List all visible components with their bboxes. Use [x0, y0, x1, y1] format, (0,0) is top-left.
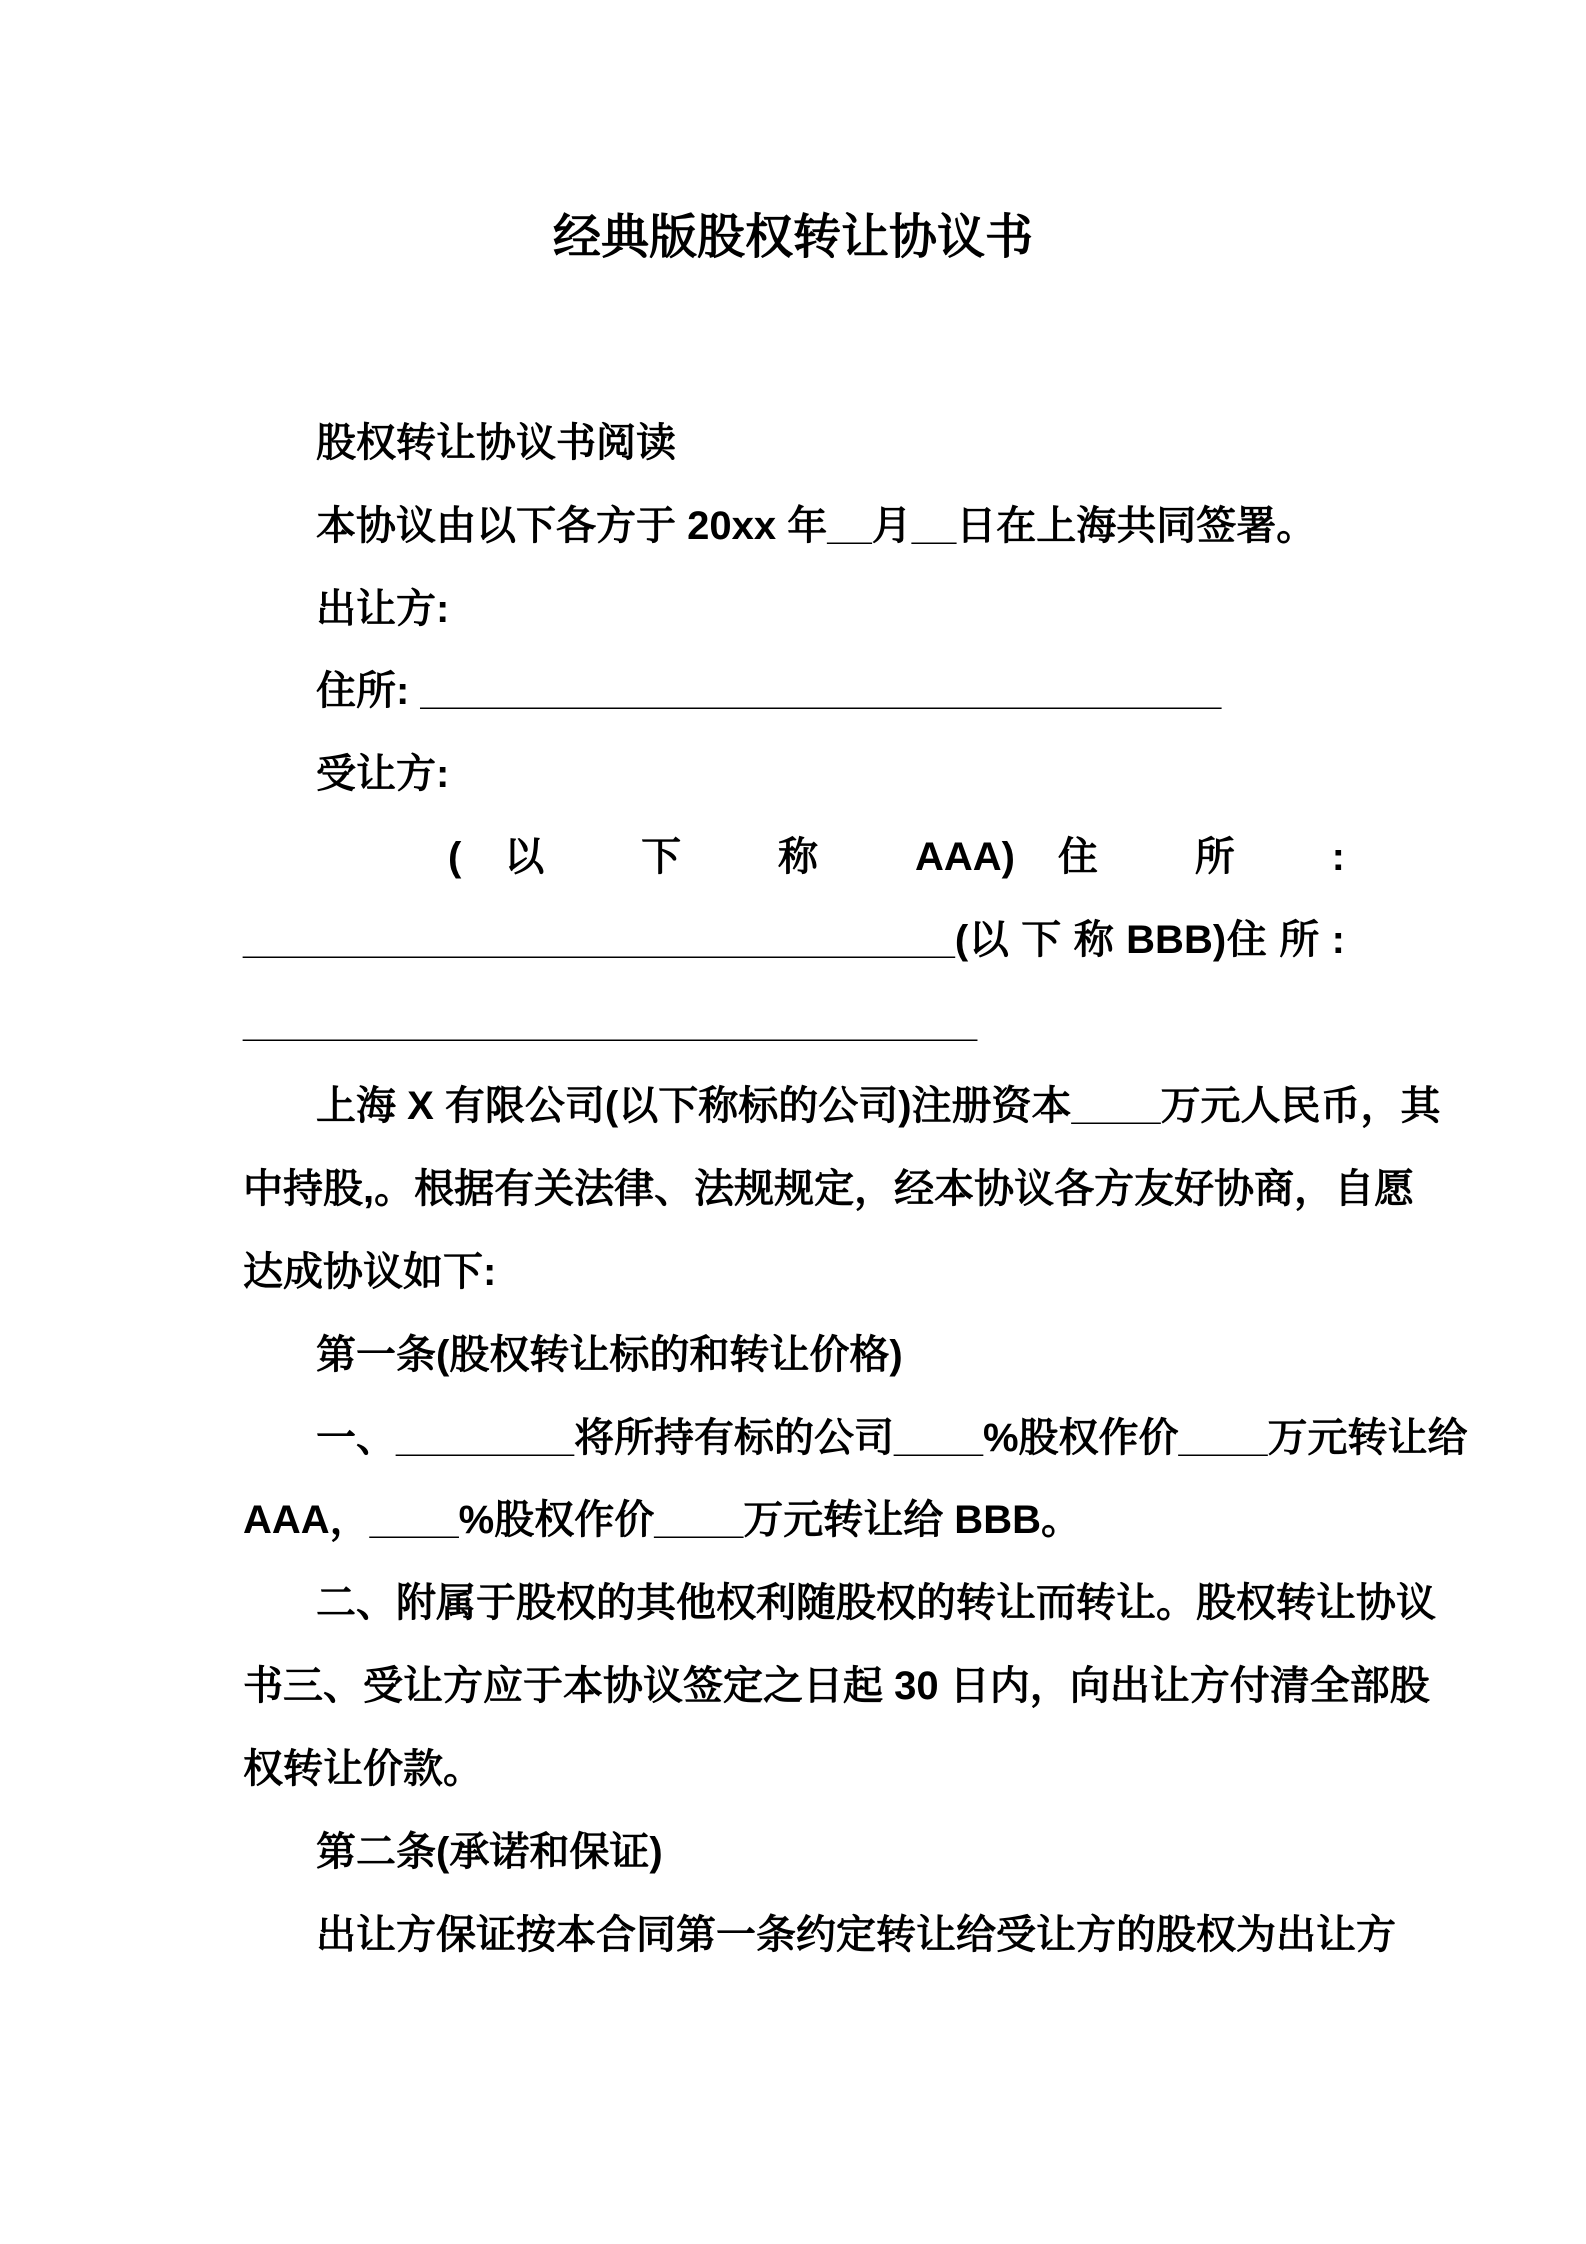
document-line-signing-statement: 本协议由以下各方于 20xx 年__月__日在上海共同签署。	[316, 504, 1317, 548]
document-line-clause-2-part-1: 二、附属于股权的其他权利随股权的转让而转让。股权转让协议	[316, 1581, 1436, 1625]
document-line-article-2-body: 出让方保证按本合同第一条约定转让给受让方的股权为出让方	[316, 1913, 1396, 1957]
document-line-transferee-label: 受让方:	[316, 752, 450, 796]
document-line-reading-label: 股权转让协议书阅读	[316, 421, 676, 465]
document-line-bbb-address: ________________________________(以 下 称 BBB)住 所 :	[243, 918, 1345, 962]
document-line-aaa-address: (以 下 称 AAA)住 所 :	[448, 835, 1345, 879]
document-line-clause-2-part-2: 书三、受让方应于本协议签定之日起 30 日内，向出让方付清全部股	[243, 1664, 1430, 1708]
document-line-address-blank-2: _________________________________	[243, 1001, 978, 1045]
document-title: 经典版股权转让协议书	[552, 211, 1033, 264]
document-line-clause-1-part-2: AAA，____%股权作价____万元转让给 BBB。	[243, 1498, 1081, 1542]
document-line-transferor-label: 出让方:	[316, 587, 450, 631]
document-line-company-intro-2: 中持股,。根据有关法律、法规规定，经本协议各方友好协商，自愿	[243, 1167, 1415, 1211]
document-line-clause-1-part-1: 一、________将所持有标的公司____%股权作价____万元转让给	[316, 1416, 1468, 1460]
document-line-address-blank: 住所: ____________________________________	[316, 669, 1222, 713]
document-line-clause-2-part-3: 权转让价款。	[243, 1747, 483, 1791]
document-line-company-intro-1: 上海 X 有限公司(以下称标的公司)注册资本____万元人民币，其	[316, 1084, 1441, 1128]
document-line-article-1-heading: 第一条(股权转让标的和转让价格)	[316, 1333, 903, 1377]
document-line-company-intro-3: 达成协议如下:	[243, 1250, 497, 1294]
document-line-article-2-heading: 第二条(承诺和保证)	[316, 1830, 663, 1874]
